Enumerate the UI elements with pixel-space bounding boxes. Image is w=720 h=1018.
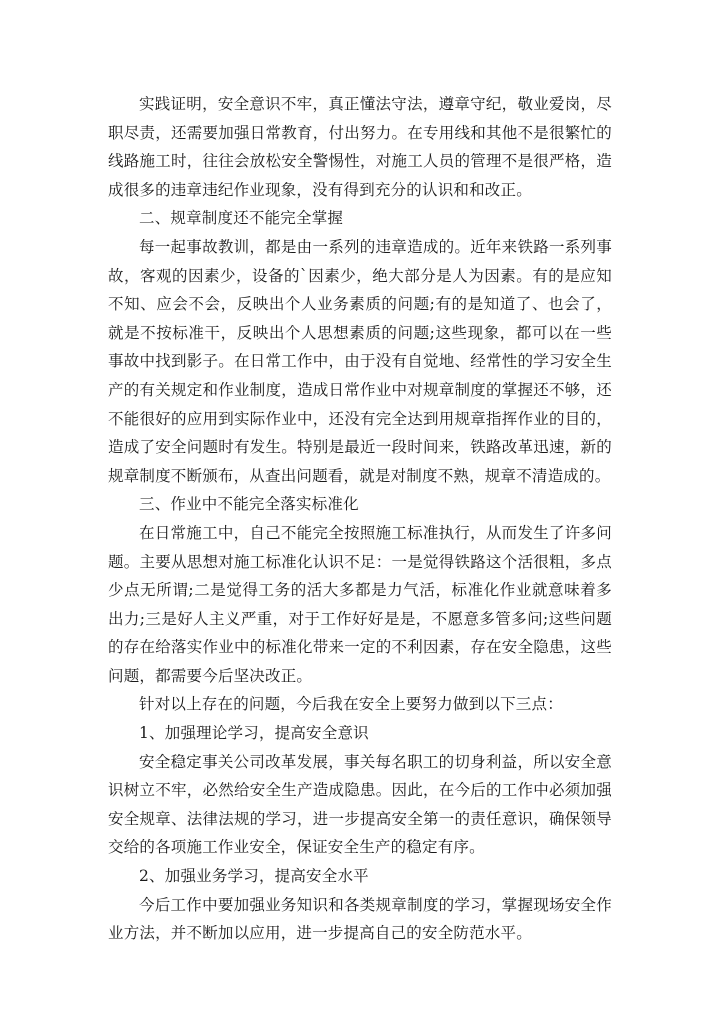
paragraph-daily-construction: 在日常施工中，自己不能完全按照施工标准执行，从而发生了许多问题。主要从思想对施工标准化认识不足：一是觉得铁路这个活很粗，多点少点无所谓;二是觉得工务的活大多都是力气活，标准化作业就意味着多出力;三是好人主义严重，对于工作好好是是，不愿意多管多问;这些问题的存在给落实作业中的标准化带来一定的不利因素，存在安全隐患，这些问题，都需要今后坚决改正。 <box>108 523 612 685</box>
document-body <box>108 90 612 948</box>
paragraph-safety-stability: 安全稳定事关公司改革发展，事关每名职工的切身利益，所以安全意识树立不牢，必然给安全生产造成隐患。因此，在今后的工作中必须加强安全规章、法律法规的学习，进一步提高安全第一的责任意识，确保领导交给的各项施工作业安全，保证安全生产的稳定有序。 <box>108 752 612 857</box>
paragraph-accident-lessons: 每一起事故教训，都是由一系列的违章造成的。近年来铁路一系列事故，客观的因素少，设备的`因素少，绝大部分是人为因素。有的是应知不知、应会不会，反映出个人业务素质的问题;有的是知道了、也会了，就是不按标准干，反映出个人思想素质的问题;这些现象，都可以在一些事故中找到影子。在日常工作中，由于没有自觉地、经常性的学习安全生产的有关规定和作业制度，造成日常作业中对规章制度的掌握还不够，还不能很好的应用到实际作业中，还没有完全达到用规章指挥作业的目的，造成了安全问题时有发生。特别是最近一段时间来，铁路改革迅速，新的规章制度不断颁布，从查出问题看，就是对制度不熟，规章不清造成的。 <box>108 237 612 485</box>
section-heading-2: 二、规章制度还不能完全掌握 <box>139 209 344 228</box>
paragraph-three-points-intro: 针对以上存在的问题，今后我在安全上要努力做到以下三点： <box>139 695 563 714</box>
point-heading-2: 2、加强业务学习，提高安全水平 <box>139 867 369 886</box>
paragraph-practice-proves: 实践证明，安全意识不牢，真正懂法守法，遵章守纪，敬业爱岗，尽职尽责，还需要加强日常教育，付出努力。在专用线和其他不是很繁忙的线路施工时，往往会放松安全警惕性，对施工人员的管理不是很严格，造成很多的违章违纪作业现象，没有得到充分的认识和和改正。 <box>108 95 612 199</box>
paragraph-business-study: 今后工作中要加强业务知识和各类规章制度的学习，掌握现场安全作业方法，并不断加以应用，进一步提高自己的安全防范水平。 <box>108 895 612 943</box>
section-heading-3: 三、作业中不能完全落实标准化 <box>139 495 359 514</box>
point-heading-1: 1、加强理论学习，提高安全意识 <box>139 724 369 743</box>
